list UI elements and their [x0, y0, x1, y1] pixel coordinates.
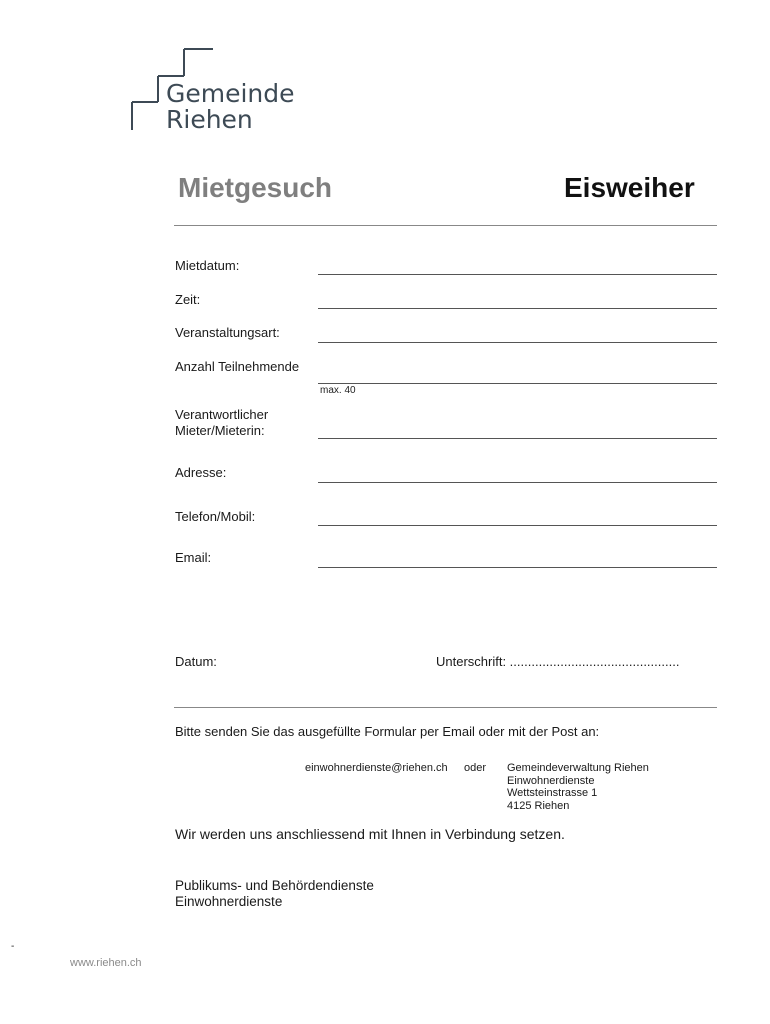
postal-address: [507, 762, 649, 812]
address-line-1: Gemeindeverwaltung Riehen: [507, 762, 649, 774]
footer-url: www.riehen.ch: [70, 957, 142, 969]
logo-text-riehen: Riehen: [166, 105, 253, 134]
label-zeit: Zeit:: [175, 292, 201, 307]
page-title: Mietgesuch: [178, 172, 333, 203]
label-veranstaltungsart: Veranstaltungsart:: [175, 325, 280, 340]
address-line-4: 4125 Riehen: [507, 799, 570, 812]
field-zeit[interactable]: [318, 308, 717, 309]
logo-text-gemeinde: Gemeinde: [166, 79, 295, 108]
field-telefon[interactable]: [318, 525, 717, 526]
label-mieter: Mieter/Mieterin:: [175, 423, 265, 438]
header-divider: [174, 225, 717, 226]
address-line-2: Einwohnerdienste: [507, 774, 595, 787]
signature-divider: [174, 707, 717, 708]
field-email[interactable]: [318, 567, 717, 568]
label-adresse: Adresse:: [175, 465, 227, 480]
label-email: Email:: [175, 550, 212, 565]
label-telefon: Telefon/Mobil:: [175, 509, 256, 524]
contact-email: einwohnerdienste@riehen.ch: [305, 762, 448, 774]
department-line-1: Publikums- und Behördendienste: [175, 878, 374, 893]
oder-text: oder: [464, 762, 487, 774]
field-anzahl-teilnehmende[interactable]: [318, 383, 717, 384]
address-line-3: Wettsteinstrasse 1: [507, 787, 598, 799]
field-adresse[interactable]: [318, 482, 717, 483]
contact-note: Wir werden uns anschliessend mit Ihnen in Verbindung setzen.: [175, 826, 565, 842]
department-line-2: Einwohnerdienste: [175, 894, 283, 909]
instructions-intro: Bitte senden Sie das ausgefüllte Formular per Email oder mit der Post an:: [175, 724, 600, 739]
field-verantwortlicher[interactable]: [318, 438, 717, 439]
anzahl-hint: max. 40: [320, 385, 356, 396]
label-mietdatum: Mietdatum:: [175, 258, 240, 273]
label-anzahl-teilnehmende: Anzahl Teilnehmende: [175, 359, 300, 374]
field-veranstaltungsart[interactable]: [318, 342, 717, 343]
label-verantwortlicher: Verantwortlicher: [175, 407, 269, 422]
margin-dash: -: [11, 941, 15, 952]
location-title: Eisweiher: [564, 172, 695, 203]
field-mietdatum[interactable]: [318, 274, 717, 275]
label-datum: Datum:: [175, 654, 217, 669]
label-unterschrift: Unterschrift: ...............................................: [436, 654, 680, 669]
